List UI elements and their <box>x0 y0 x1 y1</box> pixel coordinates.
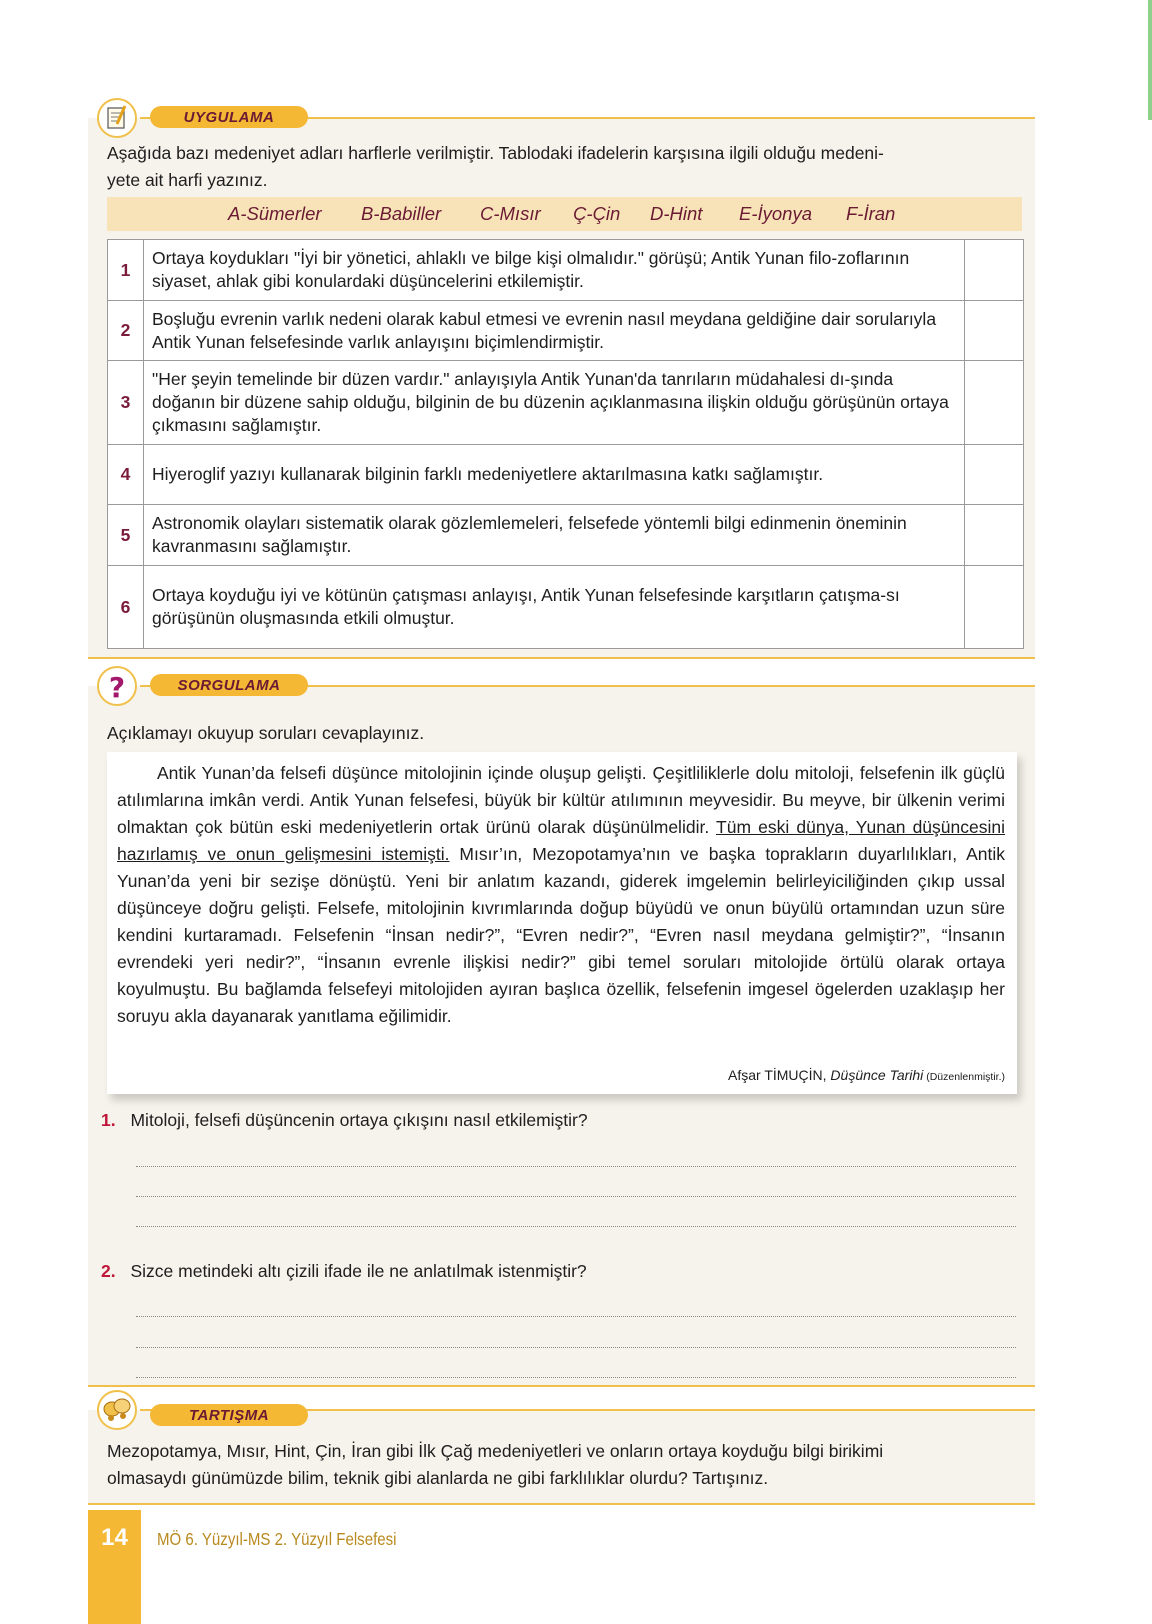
question-2 <box>101 1258 587 1285</box>
legend-item: B-Babiller <box>361 203 442 224</box>
tartisma-text-line1: Mezopotamya, Mısır, Hint, Çin, İran gibi İlk Çağ medeniyetleri ve onların ortaya koyduğu bilgi birikimi <box>107 1441 884 1461</box>
legend-item: E-İyonya <box>739 203 813 224</box>
answer-cell[interactable] <box>965 505 1024 566</box>
question-text: Sizce metindeki altı çizili ifade ile ne anlatılmak istenmiştir? <box>130 1261 587 1281</box>
source-title: Düşünce Tarihi <box>830 1067 924 1083</box>
uygulama-bottom-rule <box>88 657 1035 659</box>
question-1 <box>101 1107 588 1134</box>
row-statement: Ortaya koydukları "İyi bir yönetici, ahlaklı ve bilge kişi olmalıdır." görüşü; Antik Yunan filo-zoflarının siyaset, ahlak gibi konulardaki düşüncelerini etkilemiştir. <box>144 240 965 301</box>
answer-cell[interactable] <box>965 566 1024 649</box>
row-number: 2 <box>108 301 144 361</box>
answer-line[interactable] <box>136 1347 1016 1348</box>
answer-line[interactable] <box>136 1377 1016 1378</box>
uygulama-instruction-line2: yete ait harfi yazınız. <box>107 170 268 190</box>
svg-text:?: ? <box>108 671 126 704</box>
answer-cell[interactable] <box>965 301 1024 361</box>
quote-text-part: Antik Yunan’da felsefi düşünce mitolojinin içinde oluşup gelişti. Çeşitliliklerle dolu mitoloji, felsefenin ilk güçlü atılımlarına imkân verdi. Antik Yunan felsefesi, büyük bir kültür atılımının meyvesidir. Bu meyve, bir ülkenin verimi olmaktan çok bütün eski medeniyetlerin ortak ürünü olarak düşünülmelidir. <box>117 763 1005 837</box>
row-number: 1 <box>108 240 144 301</box>
row-number: 3 <box>108 361 144 445</box>
legend-item: D-Hint <box>650 203 703 224</box>
legend-item: A-Sümerler <box>228 203 322 224</box>
answer-line[interactable] <box>136 1196 1016 1197</box>
row-number: 6 <box>108 566 144 649</box>
page-number: 14 <box>101 1524 128 1551</box>
answer-cell[interactable] <box>965 240 1024 301</box>
table-row <box>108 566 1024 649</box>
legend-item: F-İran <box>846 203 896 224</box>
table-row <box>108 361 1024 445</box>
uygulama-badge: UYGULAMA <box>150 106 308 128</box>
uygulama-instruction-line1: Aşağıda bazı medeniyet adları harflerle verilmiştir. Tablodaki ifadelerin karşısına ilgili olduğu medeni- <box>107 143 884 163</box>
matching-table <box>107 239 1024 649</box>
row-statement: Hiyeroglif yazıyı kullanarak bilginin farklı medeniyetlere aktarılmasına katkı sağlamıştır. <box>144 445 965 505</box>
source-note: (Düzenlenmiştir.) <box>923 1071 1005 1083</box>
question-number: 1. <box>101 1110 116 1130</box>
discussion-icon <box>97 1390 137 1430</box>
quote-text <box>117 760 1005 1030</box>
quote-text-part: Mısır’ın, Mezopotamya’nın ve başka toprakların duyarlılıkları, Antik Yunan’da yeni bir sezişe dönüştü. Yeni bir anlatım kazandı, giderek imgelemin belirleyiciliğinden çıkıp ussal düşünceye doğru gelişti. Felsefe, mitolojinin kıvrımlarında doğup büyüdü ve onun büyülü ortamından uzun süre kendini kurtaramadı. Felsefenin “İnsan nedir?”, “Evren nedir?”, “Evren nasıl meydana gelmiştir?”, “İnsanın evrendeki yeri nedir?”, “İnsanın evrenle ilişkisi nedir?” gibi temel soruları mitolojide örtülü olarak ortaya koyulmuştu. Bu bağlamda felsefeyi mitolojiden ayıran başlıca özellik, felsefenin imgesel ögelerden uzaklaşıp her soruyu akla dayanarak yanıtlama eğilimidir. <box>117 844 1005 1026</box>
row-statement: Astronomik olayları sistematik olarak gözlemlemeleri, felsefede yöntemli bilgi edinmenin öneminin kavranmasını sağlamıştır. <box>144 505 965 566</box>
row-number: 5 <box>108 505 144 566</box>
answer-cell[interactable] <box>965 445 1024 505</box>
quote-box <box>107 752 1017 1094</box>
question-mark-icon <box>97 666 137 706</box>
answer-line[interactable] <box>136 1166 1016 1167</box>
question-number: 2. <box>101 1261 116 1281</box>
answer-cell[interactable] <box>965 361 1024 445</box>
table-row <box>108 301 1024 361</box>
civilization-legend <box>107 197 1022 231</box>
underlined-phrase: Tüm eski dünya, Yunan düşüncesini hazırlamış ve onun gelişmesini istemişti. <box>117 817 1006 864</box>
sorgulama-badge: SORGULAMA <box>150 674 308 696</box>
chapter-title: MÖ 6. Yüzyıl-MS 2. Yüzyıl Felsefesi <box>157 1529 397 1549</box>
tartisma-bottom-rule <box>88 1503 1035 1505</box>
page-edge-accent <box>1148 0 1152 120</box>
row-statement: Ortaya koyduğu iyi ve kötünün çatışması anlayışı, Antik Yunan felsefesinde karşıtların çatışma-sı görüşünün oluşmasında etkili olmuştur. <box>144 566 965 649</box>
table-row <box>108 240 1024 301</box>
answer-line[interactable] <box>136 1316 1016 1317</box>
legend-item: Ç-Çin <box>573 203 621 224</box>
answer-line[interactable] <box>136 1226 1016 1227</box>
sorgulama-instruction: Açıklamayı okuyup soruları cevaplayınız. <box>107 723 425 743</box>
notepad-pencil-icon <box>97 98 137 138</box>
quote-source <box>728 1067 1005 1083</box>
table-row <box>108 445 1024 505</box>
legend-item: C-Mısır <box>480 203 541 224</box>
question-text: Mitoloji, felsefi düşüncenin ortaya çıkışını nasıl etkilemiştir? <box>130 1110 588 1130</box>
tartisma-text-line2: olmasaydı günümüzde bilim, teknik gibi alanlarda ne gibi farklılıklar olurdu? Tartışınız. <box>107 1468 769 1488</box>
sorgulama-bottom-rule <box>88 1385 1035 1387</box>
row-statement: "Her şeyin temelinde bir düzen vardır." anlayışıyla Antik Yunan'da tanrıların müdahalesi dı-şında doğanın bir düzene sahip olduğu, bilginin de bu düzenin açıklanmasına ilişkin olduğu görüşünün ortaya çıkmasını sağlamıştır. <box>144 361 965 445</box>
row-statement: Boşluğu evrenin varlık nedeni olarak kabul etmesi ve evrenin nasıl meydana geldiğine dair sorularıyla Antik Yunan felsefesinde varlık anlayışını biçimlendirmiştir. <box>144 301 965 361</box>
row-number: 4 <box>108 445 144 505</box>
table-row <box>108 505 1024 566</box>
source-author: Afşar TİMUÇİN, <box>728 1067 831 1083</box>
tartisma-badge: TARTIŞMA <box>150 1404 308 1426</box>
